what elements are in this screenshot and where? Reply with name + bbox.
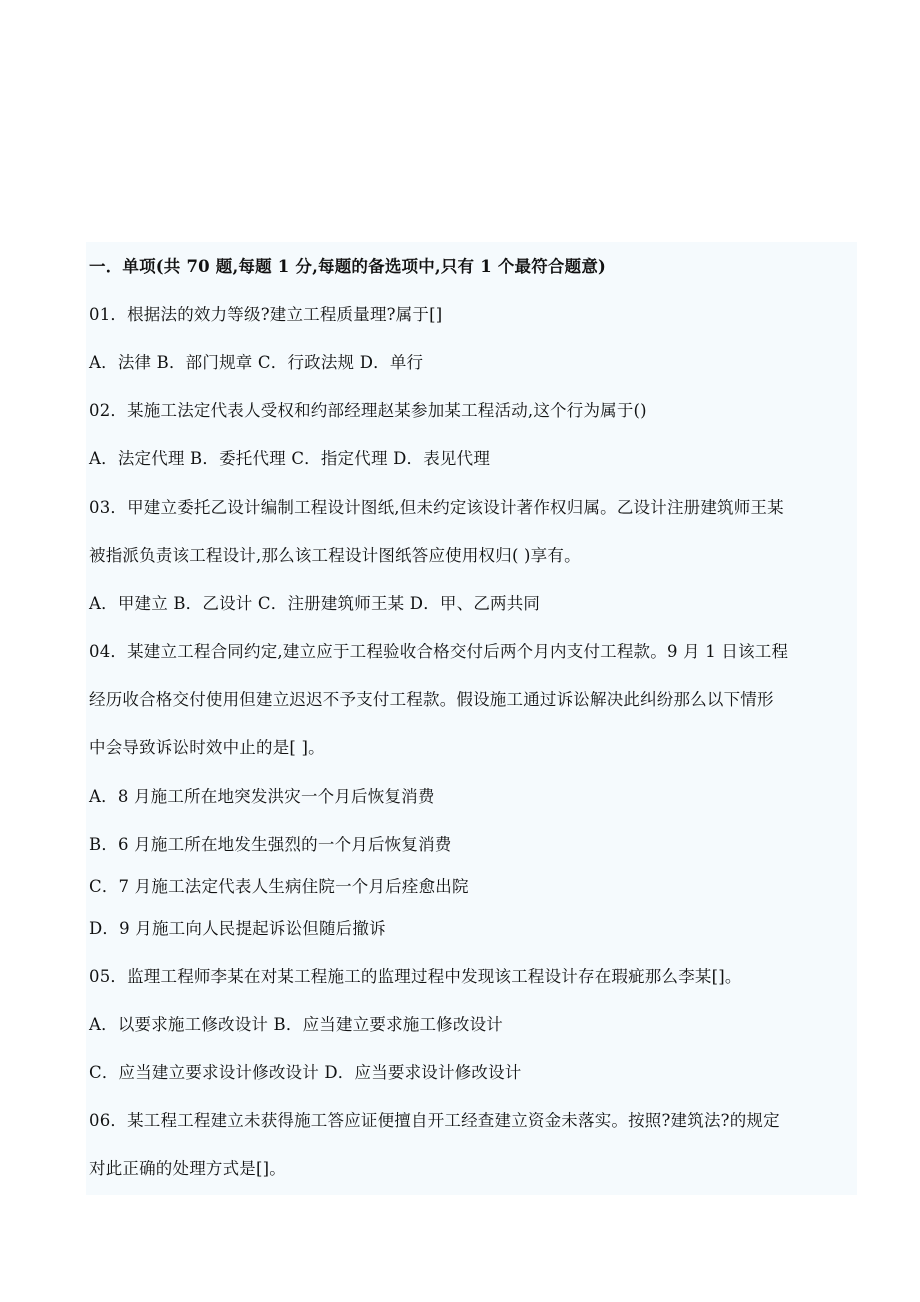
question-02-options: A．法定代理 B．委托代理 C．指定代理 D．表见代理 [89,449,491,468]
question-03-stem-line-2: 被指派负责该工程设计,那么该工程设计图纸答应使用权归( )享有。 [89,546,581,565]
section-heading: 一．单项(共 70 题,每题 1 分,每题的备选项中,只有 1 个最符合题意) [89,257,607,276]
question-03-options: A．甲建立 B．乙设计 C．注册建筑师王某 D．甲、乙两共同 [89,594,541,613]
question-04-option-d: D．9 月施工向人民提起诉讼但随后撤诉 [89,919,386,938]
page-content-panel [86,242,857,1195]
question-05-stem: 05．监理工程师李某在对某工程施工的监理过程中发现该工程设计存在瑕疵那么李某[]。 [89,967,742,986]
question-04-stem-line-2: 经历收合格交付使用但建立迟迟不予支付工程款。假设施工通过诉讼解决此纠纷那么以下情形 [89,690,774,709]
question-04-option-c: C．7 月施工法定代表人生病住院一个月后痊愈出院 [89,877,469,896]
question-05-options-line-1: A．以要求施工修改设计 B．应当建立要求施工修改设计 [89,1015,503,1034]
question-04-option-b: B．6 月施工所在地发生强烈的一个月后恢复消费 [89,835,452,854]
question-03-stem-line-1: 03．甲建立委托乙设计编制工程设计图纸,但未约定该设计著作权归属。乙设计注册建筑师王某 [89,498,784,517]
question-05-options-line-2: C．应当建立要求设计修改设计 D．应当要求设计修改设计 [89,1063,522,1082]
question-06-stem-line-2: 对此正确的处理方式是[]。 [89,1159,286,1178]
question-04-stem-line-3: 中会导致诉讼时效中止的是[ ]。 [89,738,325,757]
question-01-options: A．法律 B．部门规章 C．行政法规 D．单行 [89,353,424,372]
question-04-option-a: A．8 月施工所在地突发洪灾一个月后恢复消费 [89,787,435,806]
question-02-stem: 02．某施工法定代表人受权和约部经理赵某参加某工程活动,这个行为属于() [89,401,647,420]
question-06-stem-line-1: 06．某工程工程建立未获得施工答应证便擅自开工经查建立资金未落实。按照?建筑法?的规定 [89,1111,780,1130]
question-01-stem: 01．根据法的效力等级?建立工程质量理?属于[] [89,305,443,324]
question-04-stem-line-1: 04．某建立工程合同约定,建立应于工程验收合格交付后两个月内支付工程款。9 月 1 日该工程 [89,642,789,661]
